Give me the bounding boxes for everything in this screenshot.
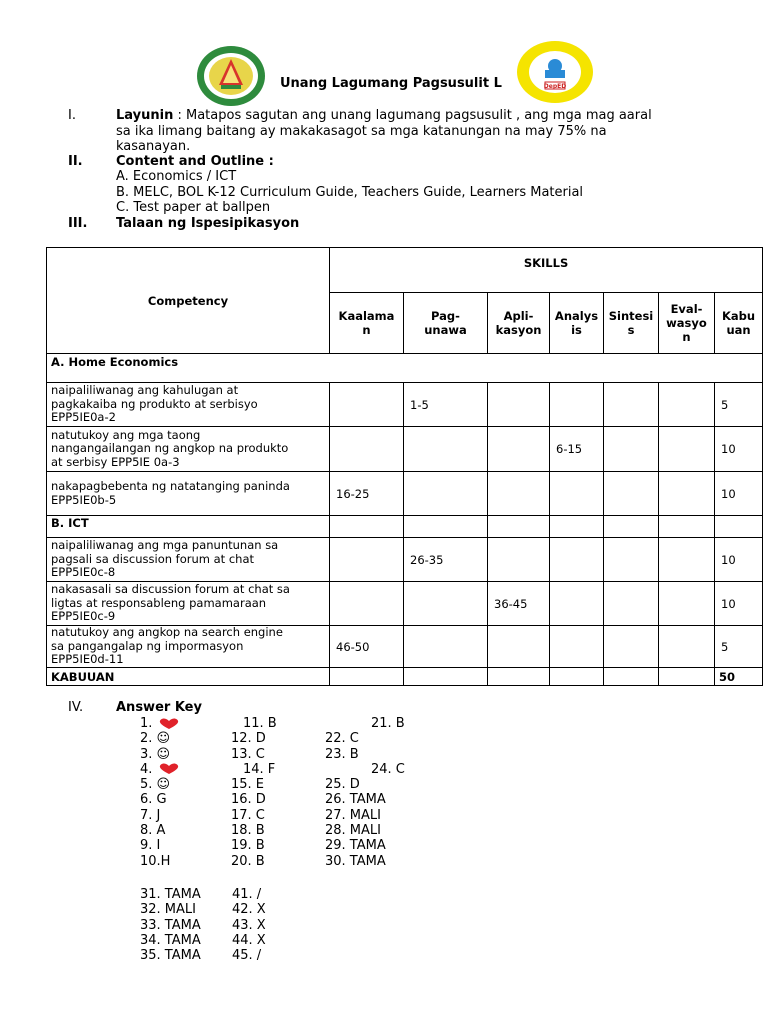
competency-row xyxy=(47,383,763,427)
answer-item: 28. MALI xyxy=(325,823,381,839)
answer-key-heading: Answer Key xyxy=(116,700,202,715)
objective-label: Layunin xyxy=(116,108,174,123)
competency-text: naipaliliwanag ang mga panuntunan sa xyxy=(51,538,279,553)
skill-cell xyxy=(659,472,715,516)
answer-item: 41. / xyxy=(232,887,262,902)
answer-item: 29. TAMA xyxy=(325,838,386,854)
answer-column-4 xyxy=(140,887,201,963)
answer-item: 24. C xyxy=(371,761,405,777)
competency-text: ligtas at responsableng pamamaraan xyxy=(51,595,267,610)
section-row xyxy=(47,516,763,538)
skill-cell xyxy=(488,626,550,668)
answer-item: 22. C xyxy=(325,731,359,747)
answer-item: 4. xyxy=(140,762,181,777)
skill-cell xyxy=(488,538,550,582)
objective-paragraph xyxy=(116,108,716,155)
answer-item: 5. ☺ xyxy=(140,777,171,793)
skill-cell xyxy=(659,427,715,472)
schools-division-logo xyxy=(195,45,267,107)
skill-cell: 6-15 xyxy=(550,427,604,472)
competency-text: pagkakaiba ng produkto at serbisyo xyxy=(51,396,258,411)
skill-header-aplikasyon: Apli- kasyon xyxy=(488,293,550,354)
skill-cell xyxy=(330,427,404,472)
skill-cell xyxy=(604,582,659,626)
skill-cell xyxy=(604,383,659,427)
skill-cell: 26-35 xyxy=(404,538,488,582)
answer-item: 2. ☺ xyxy=(140,731,171,747)
content-outline-heading: Content and Outline : xyxy=(116,154,274,169)
skill-cell xyxy=(550,472,604,516)
skill-cell xyxy=(604,538,659,582)
skill-cell xyxy=(404,472,488,516)
answer-item: 33. TAMA xyxy=(140,917,201,933)
competency-text: natutukoy ang mga taong xyxy=(51,427,201,442)
skill-cell: 10 xyxy=(715,582,763,626)
answer-item: 43. X xyxy=(232,917,266,933)
specification-heading: Talaan ng Ispesipikasyon xyxy=(116,216,300,231)
answer-item: 11. B xyxy=(243,716,277,731)
competency-text: EPP5IE0b-5 xyxy=(51,492,117,507)
specification-table xyxy=(46,247,763,686)
answer-item: 27. MALI xyxy=(325,807,381,823)
answer-item: 34. TAMA xyxy=(140,932,201,948)
competency-cell xyxy=(47,582,330,626)
competency-text: at serbisy EPP5IE 0a-3 xyxy=(51,454,180,469)
skill-cell xyxy=(659,626,715,668)
answer-item: 25. D xyxy=(325,777,360,793)
competency-text: EPP5IE0d-11 xyxy=(51,652,124,667)
answer-item: 31. TAMA xyxy=(140,887,201,902)
competency-row xyxy=(47,472,763,516)
total-value: 50 xyxy=(715,668,763,686)
skill-cell xyxy=(550,626,604,668)
skill-cell xyxy=(404,626,488,668)
skill-cell xyxy=(659,383,715,427)
competency-text: EPP5IE0c-9 xyxy=(51,609,116,624)
answer-item: 9. I xyxy=(140,838,161,854)
skill-cell xyxy=(488,427,550,472)
skill-cell: 10 xyxy=(715,472,763,516)
competency-row xyxy=(47,427,763,472)
skill-cell: 16-25 xyxy=(330,472,404,516)
section-label-home-economics: A. Home Economics xyxy=(47,354,763,383)
answer-item: 30. TAMA xyxy=(325,853,386,869)
competency-text: nakapagbebenta ng natatanging paninda xyxy=(51,479,290,493)
skill-cell xyxy=(550,383,604,427)
skill-cell xyxy=(659,538,715,582)
answer-item: 32. MALI xyxy=(140,902,196,918)
answer-item: 16. D xyxy=(231,792,266,808)
skill-cell: 10 xyxy=(715,538,763,582)
skill-header-kaalaman: Kaalama n xyxy=(330,293,404,354)
competency-cell xyxy=(47,472,330,516)
answer-item: 42. X xyxy=(232,902,266,918)
skill-header-ebalwasyon: Eval- wasyo n xyxy=(659,293,715,354)
answer-item: 20. B xyxy=(231,853,265,869)
skill-cell: 46-50 xyxy=(330,626,404,668)
answer-item: 12. D xyxy=(231,731,266,747)
skill-cell: 36-45 xyxy=(488,582,550,626)
competency-text: nakasasali sa discussion forum at chat sa xyxy=(51,582,290,597)
skill-cell: 5 xyxy=(715,626,763,668)
answer-item: 44. X xyxy=(232,932,266,948)
section-number: IV. xyxy=(68,700,84,715)
answer-item: 26. TAMA xyxy=(325,792,386,808)
competency-text: natutukoy ang angkop na search engine xyxy=(51,625,283,640)
skill-cell xyxy=(604,626,659,668)
skill-cell xyxy=(330,383,404,427)
answer-item: 10.H xyxy=(140,853,171,869)
competency-cell xyxy=(47,626,330,668)
skills-header: SKILLS xyxy=(330,248,763,293)
skill-header-kabuuan: Kabu uan xyxy=(715,293,763,354)
section-number: I. xyxy=(68,108,76,123)
skill-cell xyxy=(330,582,404,626)
answer-item: 18. B xyxy=(231,823,265,839)
skill-cell xyxy=(604,427,659,472)
heart-icon xyxy=(157,763,181,775)
answer-item: 45. / xyxy=(232,948,262,964)
skill-cell xyxy=(404,427,488,472)
answer-item: 1. xyxy=(140,716,181,731)
mahini-school-logo xyxy=(515,40,595,104)
skill-cell xyxy=(404,582,488,626)
answer-item: 8. A xyxy=(140,823,166,839)
competency-cell xyxy=(47,427,330,472)
competency-text: nangangailangan ng angkop na produkto xyxy=(51,441,289,456)
competency-row xyxy=(47,538,763,582)
page-title: Unang Lagumang Pagsusulit L xyxy=(280,76,502,91)
skill-cell: 1-5 xyxy=(404,383,488,427)
total-label: KABUUAN xyxy=(47,668,330,686)
section-number: III. xyxy=(68,216,88,231)
skill-cell: 10 xyxy=(715,427,763,472)
skill-cell xyxy=(550,538,604,582)
svg-text:DepED: DepED xyxy=(543,83,567,90)
answer-column-5 xyxy=(232,887,266,963)
objective-text-line2: sa ika limang baitang ay makakasagot sa mga katanungan na may 75% na xyxy=(116,123,607,139)
competency-text: naipaliliwanag ang kahulugan at xyxy=(51,383,239,398)
section-number: II. xyxy=(68,154,83,169)
outline-item: C. Test paper at ballpen xyxy=(116,200,271,215)
competency-row xyxy=(47,582,763,626)
competency-text: EPP5IE0c-8 xyxy=(51,565,116,580)
skill-cell xyxy=(488,383,550,427)
answer-item: 17. C xyxy=(231,807,265,823)
answer-column-1 xyxy=(140,716,181,869)
skill-cell xyxy=(659,582,715,626)
outline-item: A. Economics / ICT xyxy=(116,169,237,184)
competency-text: EPP5IE0a-2 xyxy=(51,410,116,425)
skill-header-pag-unawa: Pag- unawa xyxy=(404,293,488,354)
skill-cell xyxy=(330,538,404,582)
answer-column-2 xyxy=(231,716,277,869)
answer-item: 15. E xyxy=(231,777,265,793)
answer-item: 35. TAMA xyxy=(140,948,201,964)
total-row xyxy=(47,668,763,686)
competency-cell xyxy=(47,383,330,427)
answer-item: 19. B xyxy=(231,838,265,854)
skill-cell xyxy=(550,582,604,626)
outline-item: B. MELC, BOL K-12 Curriculum Guide, Teachers Guide, Learners Material xyxy=(116,185,584,200)
skill-cell xyxy=(488,472,550,516)
skill-cell xyxy=(604,472,659,516)
skill-cell: 5 xyxy=(715,383,763,427)
objective-text-line3: kasanayan. xyxy=(116,139,191,154)
answer-item: 6. G xyxy=(140,792,167,808)
answer-item: 23. B xyxy=(325,746,359,762)
answer-item: 21. B xyxy=(371,716,405,731)
section-label-ict: B. ICT xyxy=(47,516,330,538)
answer-item: 3. ☺ xyxy=(140,746,171,762)
heart-icon xyxy=(157,718,181,730)
competency-cell xyxy=(47,538,330,582)
competency-header: Competency xyxy=(47,248,330,354)
answer-item: 13. C xyxy=(231,746,265,762)
competency-text: sa pangangalap ng impormasyon xyxy=(51,638,244,653)
competency-text: pagsali sa discussion forum at chat xyxy=(51,551,255,566)
skill-header-sintesis: Sintesi s xyxy=(604,293,659,354)
objective-text-line1: : Matapos sagutan ang unang lagumang pagsusulit , ang mga mag aaral xyxy=(173,108,652,123)
answer-item: 14. F xyxy=(243,761,276,777)
section-row xyxy=(47,354,763,383)
skill-header-analysis: Analys is xyxy=(550,293,604,354)
competency-row xyxy=(47,626,763,668)
answer-item: 7. J xyxy=(140,807,161,823)
answer-column-3 xyxy=(325,716,405,869)
